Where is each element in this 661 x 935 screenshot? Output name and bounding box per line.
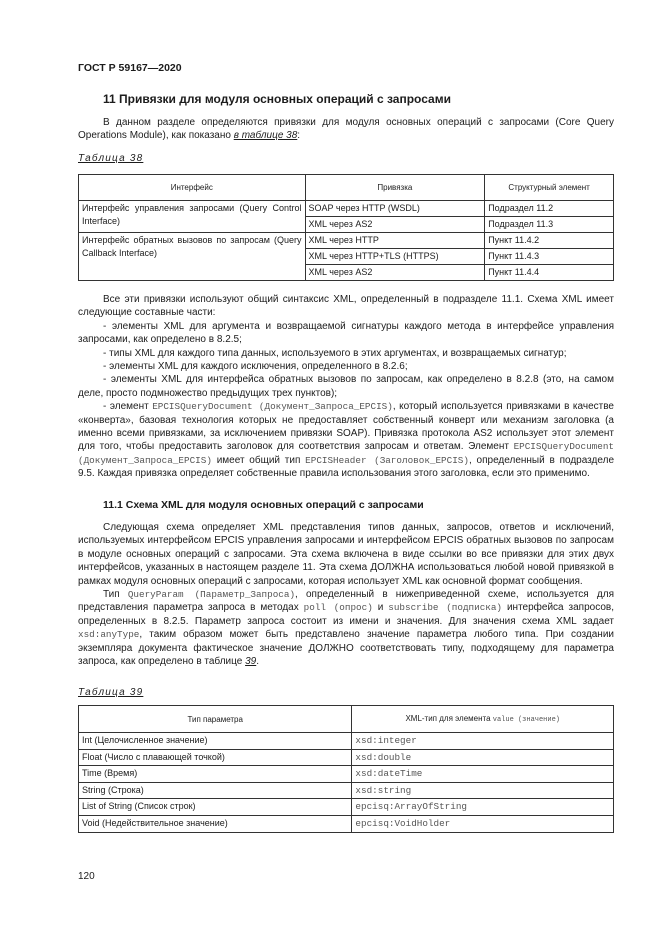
element-cell: Подраздел 11.2	[485, 201, 614, 217]
list-item: - элементы XML для каждого исключения, определенного в 8.2.6;	[103, 361, 408, 373]
table-38-link[interactable]: в таблице 38	[233, 130, 298, 142]
table-row: List of String (Список строк) epcisq:ArrayOfString	[79, 799, 614, 816]
interface-cell: Интерфейс обратных вызовов по запросам (Query Callback Interface)	[79, 233, 306, 281]
element-cell: Подраздел 11.3	[485, 217, 614, 233]
table-row: Time (Время) xsd:dateTime	[79, 766, 614, 783]
table-38-caption: Таблица 38	[78, 153, 144, 164]
table-row: String (Строка) xsd:string	[79, 782, 614, 799]
col-header-structural-element: Структурный элемент	[485, 175, 614, 201]
section-11-1-title: 11.1 Схема XML для модуля основных операций с запросами	[103, 499, 424, 511]
paragraph: Тип QueryParam (Параметр_Запроса), определенный в нижеприведенной схеме, используется для представления параметра запроса в методах poll (опрос) и subscribe (подписка) интерфейса запросов, определенных в 8.2.5. Параметр запроса состоит из имени и значения. Для значения схема XML задает xsd:anyType, таким образом может быть представлено значение параметра любого типа. При создании экземпляра документа фактическое значение ДОЛЖНО соответствовать типу, подходящему для параметра запроса, как определено в таблице 39.	[78, 589, 614, 668]
paragraph: Все эти привязки используют общий синтаксис XML, определенный в подразделе 11.1. Схема XML имеет следующие составные части:	[78, 294, 614, 319]
table-row: Int (Целочисленное значение) xsd:integer	[79, 733, 614, 750]
element-cell: Пункт 11.4.2	[485, 233, 614, 249]
table-row: Float (Число с плавающей точкой) xsd:double	[79, 749, 614, 766]
table-row	[79, 201, 614, 217]
schema-description	[78, 521, 614, 668]
col-header-interface: Интерфейс	[79, 175, 306, 201]
paragraph: Следующая схема определяет XML представления типов данных, запросов, ответов и исключений, используемых интерфейсом EPCIS управления запросами и интерфейсом EPCIS обратных вызовов по запросам в модуле основных операций с запросами. Эта схема включена в виде ссылки во все привязки для этих двух интерфейсов, указанных в настоящем разделе 11. Эта схема ДОЛЖНА использоваться любой новой привязкой в рамках модуля основных операций с запросами, которая использует XML как основной формат сообщения.	[78, 522, 614, 587]
element-cell: Пункт 11.4.3	[485, 249, 614, 265]
binding-cell: XML через AS2	[305, 265, 485, 281]
interface-cell: Интерфейс управления запросами (Query Control Interface)	[79, 201, 306, 233]
col-header-binding: Привязка	[305, 175, 485, 201]
page-number: 120	[78, 871, 95, 882]
doc-header: ГОСТ Р 59167—2020	[78, 62, 182, 74]
bindings-description	[78, 293, 614, 481]
col-header-xml-type: XML-тип для элемента value (значение)	[352, 706, 614, 733]
table-header-row	[79, 706, 614, 733]
table-39-link[interactable]: 39	[245, 656, 257, 668]
binding-cell: XML через HTTP	[305, 233, 485, 249]
table-row	[79, 233, 614, 249]
binding-cell: XML через HTTP+TLS (HTTPS)	[305, 249, 485, 265]
binding-cell: XML через AS2	[305, 217, 485, 233]
table-39-caption: Таблица 39	[78, 687, 144, 698]
section-11-intro: В данном разделе определяются привязки для модуля основных операций с запросами (Core Query Operations Module), как показано в таблице 38:	[78, 117, 614, 142]
list-item: - элементы XML для интерфейса обратных вызовов по запросам, как определено в 8.2.8 (это, на самом деле, просто подмножество предыдущих трех пунктов);	[78, 374, 614, 399]
section-11-title: 11 Привязки для модуля основных операций с запросами	[103, 92, 451, 106]
binding-cell: SOAP через HTTP (WSDL)	[305, 201, 485, 217]
table-header-row	[79, 175, 614, 201]
table-38	[78, 174, 614, 281]
list-item: - элемент EPCISQueryDocument (Документ_Запроса_EPCIS), который используется привязками в качестве «конверта», базовая технология которых не предоставляет собственный конверт или механизм заголовка (а именно всеми привязками, за исключением привязки SOAP). Привязка протокола AS2 использует этот элемент для того, чтобы предоставить заголовок для соответствия запросам и ответам. Элемент EPCISQueryDocument (Документ_Запроса_EPCIS) имеет общий тип EPCISHeader (Заголовок_EPCIS), определенный в подразделе 9.5. Каждая привязка определяет собственные правила использования этого заголовка, если это применимо.	[78, 401, 615, 480]
table-39	[78, 705, 614, 833]
list-item: - типы XML для каждого типа данных, используемого в этих аргументах, и возвращаемых сигнатур;	[103, 347, 567, 359]
element-cell: Пункт 11.4.4	[485, 265, 614, 281]
table-row: Void (Недействительное значение) epcisq:VoidHolder	[79, 815, 614, 832]
col-header-param-type: Тип параметра	[79, 706, 352, 733]
list-item: - элементы XML для аргумента и возвращаемой сигнатуры каждого метода в интерфейсе управления запросами, как определено в 8.2.5;	[78, 320, 614, 346]
